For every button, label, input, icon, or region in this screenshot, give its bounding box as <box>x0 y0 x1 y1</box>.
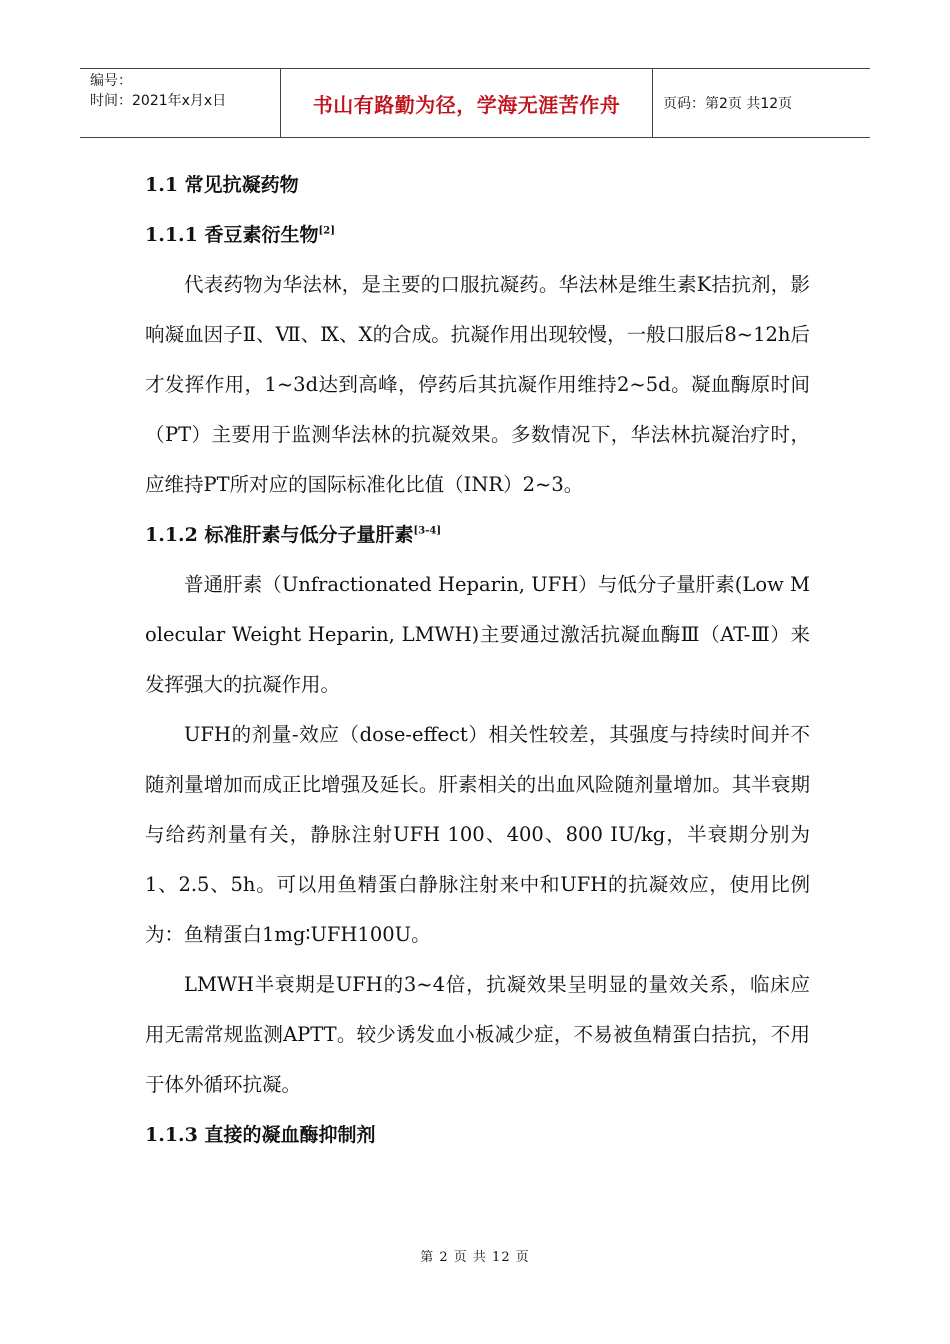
document-body <box>145 168 810 1150</box>
paragraph-heparin-intro: 普通肝素（Unfractionated Heparin, UFH）与低分子量肝素(Low Molecular Weight Heparin, LMWH)主要通过激活抗凝血酶Ⅲ（AT-Ⅲ）来发挥强大的抗凝作用。 <box>145 573 810 696</box>
citation-ref: [3-4] <box>413 525 442 537</box>
section-title-1-1-1 <box>145 220 810 250</box>
document-number-label: 编号： <box>90 73 132 89</box>
header-meta <box>80 69 281 137</box>
section-title-1-1-2-text: 1.1.2 标准肝素与低分子量肝素 <box>145 524 414 546</box>
document-time-label: 时间：2021年x月x日 <box>90 93 227 109</box>
header-motto: 书山有路勤为径，学海无涯苦作舟 <box>281 69 653 137</box>
section-title-1-1-3: 1.1.3 直接的凝血酶抑制剂 <box>145 1124 376 1146</box>
citation-ref: [2] <box>318 225 335 237</box>
page-footer: 第 2 页 共 12 页 <box>420 1250 530 1265</box>
section-title-1-1-1-text: 1.1.1 香豆素衍生物 <box>145 224 319 246</box>
section-title-1-1: 1.1 常见抗凝药物 <box>145 174 299 196</box>
paragraph-warfarin: 代表药物为华法林，是主要的口服抗凝药。华法林是维生素K拮抗剂，影响凝血因子Ⅱ、Ⅶ、Ⅸ、Ⅹ的合成。抗凝作用出现较慢，一般口服后8~12h后才发挥作用，1~3d达到高峰，停药后其抗凝作用维持2~5d。凝血酶原时间（PT）主要用于监测华法林的抗凝效果。多数情况下，华法林抗凝治疗时，应维持PT所对应的国际标准化比值（INR）2~3。 <box>145 273 810 496</box>
paragraph-ufh: UFH的剂量-效应（dose-effect）相关性较差，其强度与持续时间并不随剂量增加而成正比增强及延长。肝素相关的出血风险随剂量增加。其半衰期与给药剂量有关，静脉注射UFH 100、400、800 IU/kg，半衰期分别为1、2.5、5h。可以用鱼精蛋白静脉注射来中和UFH的抗凝效应，使用比例为：鱼精蛋白1mg∶UFH100U。 <box>145 723 810 946</box>
header-page-info: 页码：第2页 共12页 <box>663 96 793 112</box>
page-header <box>80 68 870 138</box>
section-title-1-1-2 <box>145 520 810 550</box>
paragraph-lmwh: LMWH半衰期是UFH的3~4倍，抗凝效果呈明显的量效关系，临床应用无需常规监测APTT。较少诱发血小板减少症，不易被鱼精蛋白拮抗，不用于体外循环抗凝。 <box>145 973 810 1096</box>
